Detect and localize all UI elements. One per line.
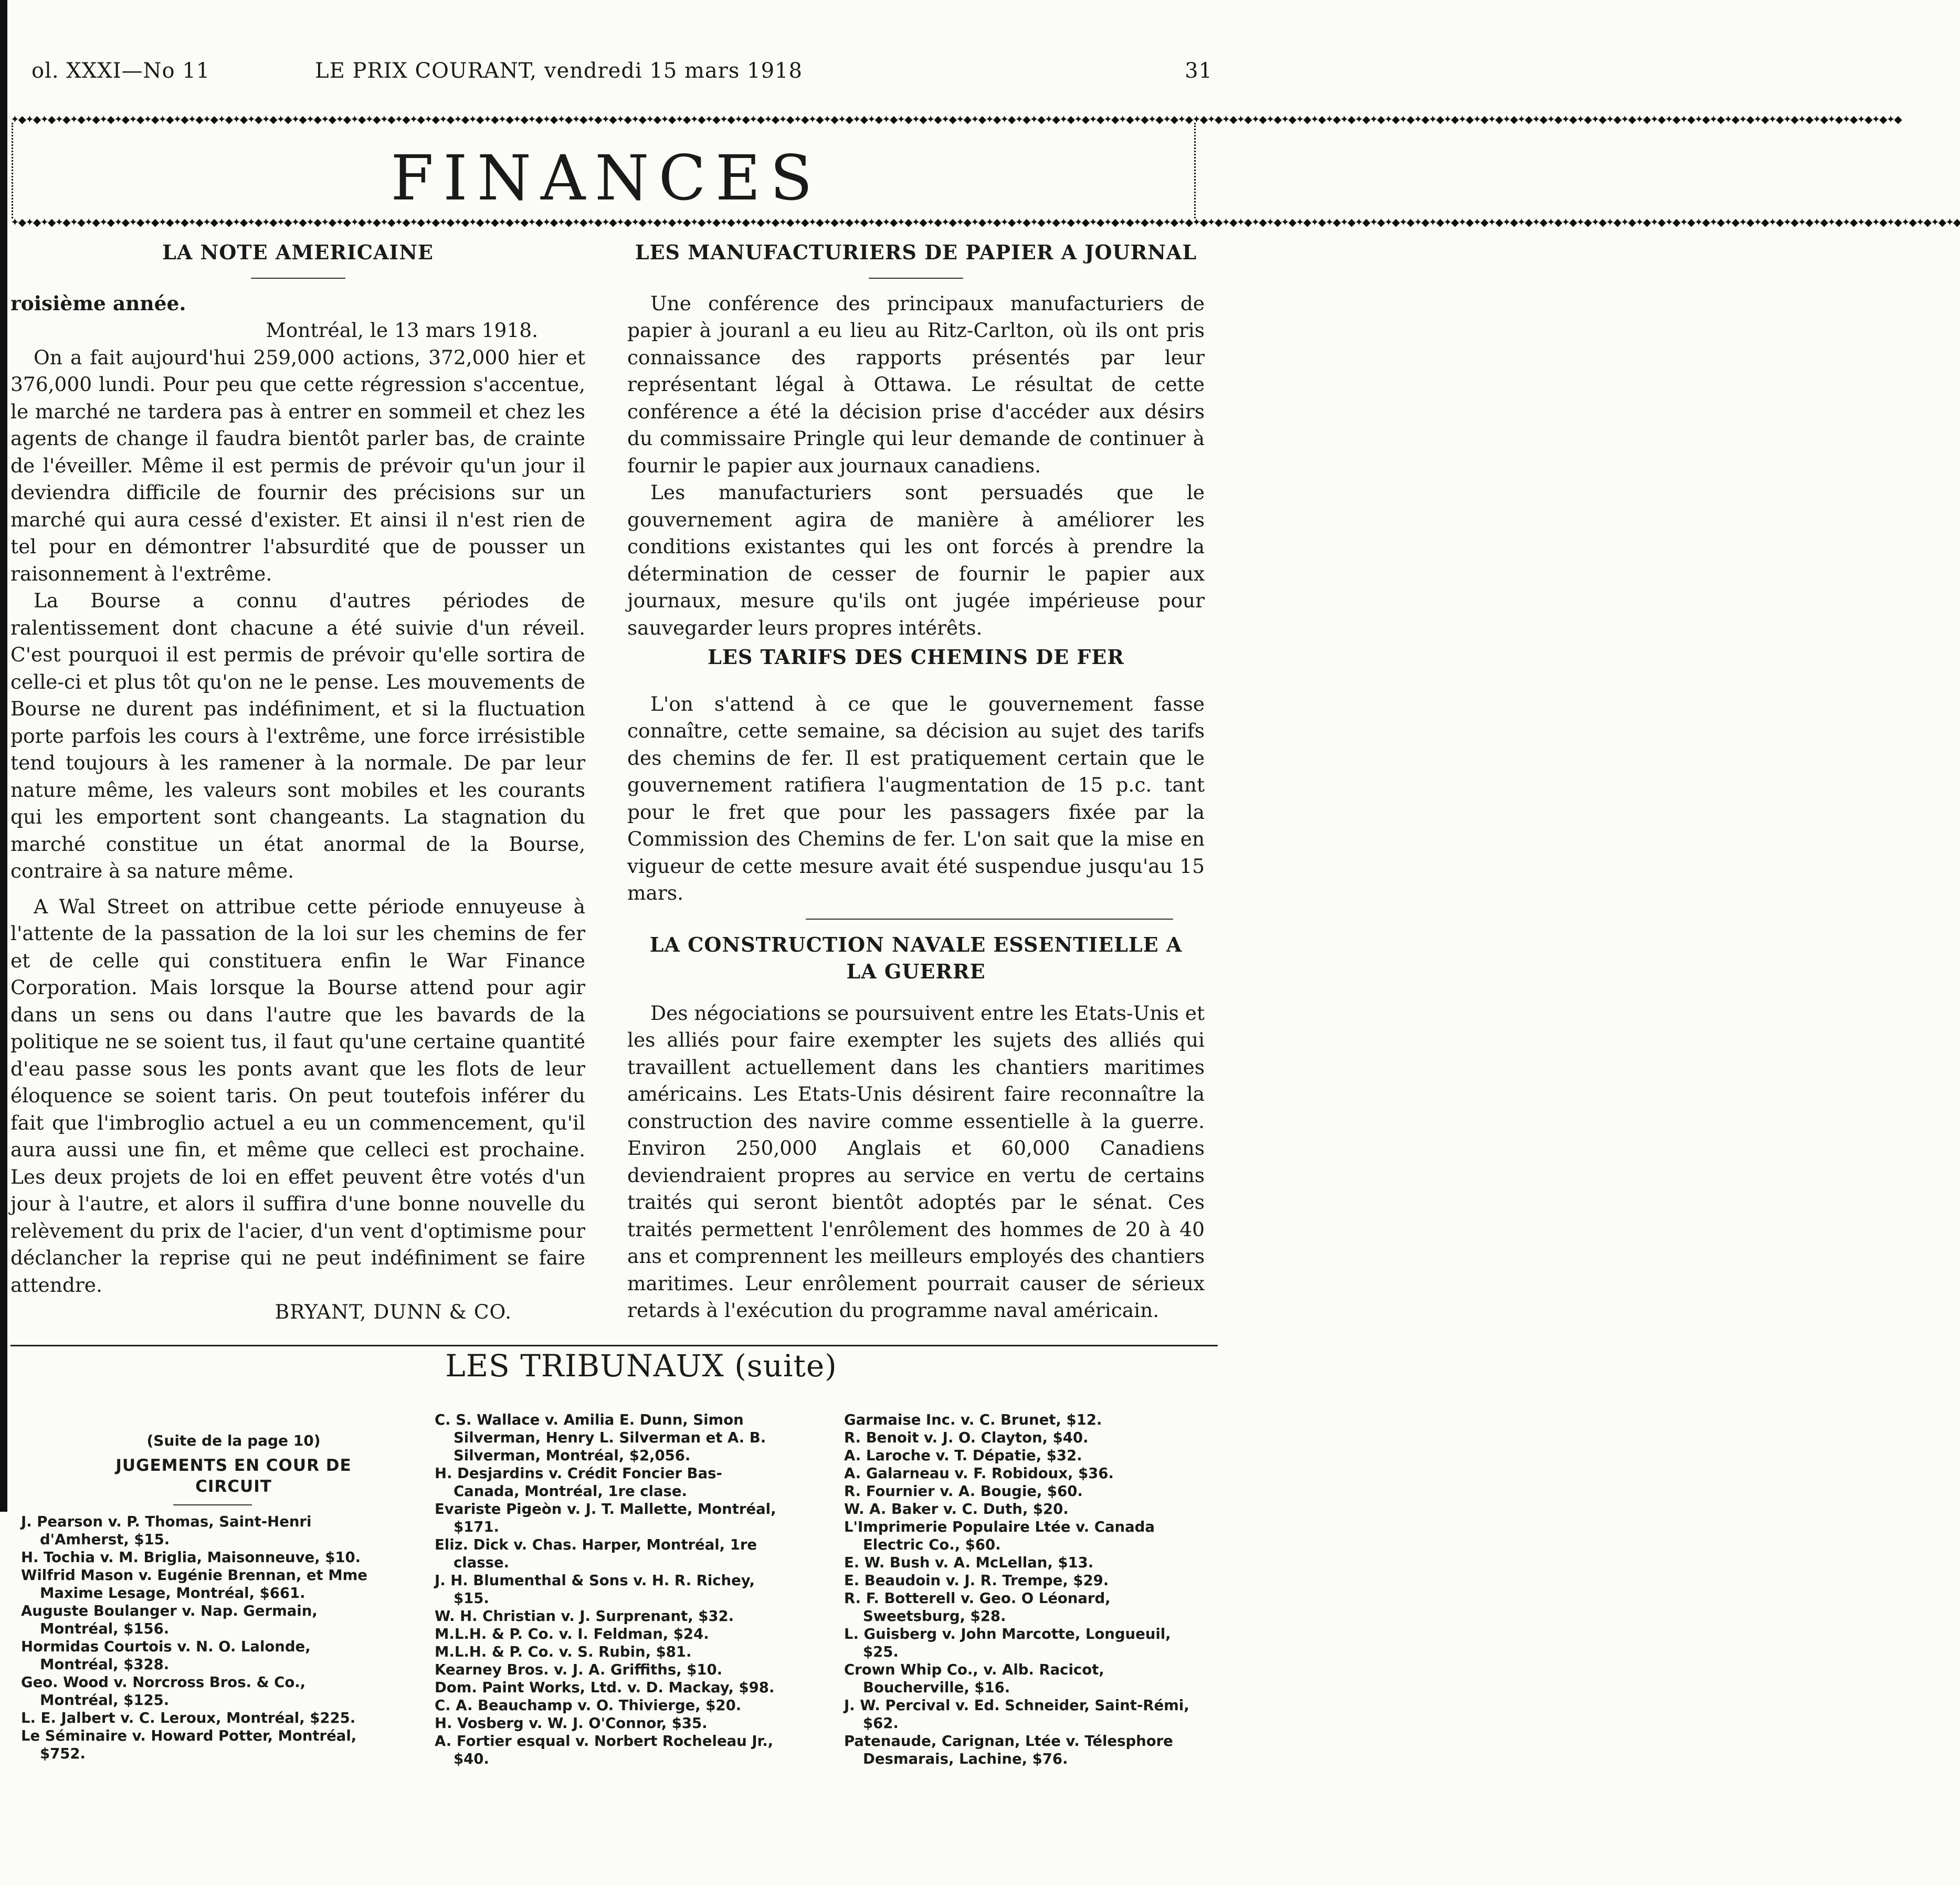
article-subheading: roisième année. bbox=[10, 291, 186, 315]
article-dateline: Montréal, le 13 mars 1918. bbox=[266, 319, 538, 342]
article-heading: LES TARIFS DES CHEMINS DE FER bbox=[708, 645, 1124, 669]
judgment-entry: W. A. Baker v. C. Duth, $20. bbox=[844, 1501, 1069, 1518]
tribunaux-title: LES TRIBUNAUX (suite) bbox=[445, 1348, 837, 1384]
judgment-entry: Geo. Wood v. Norcross Bros. & Co., Montréal, $125. bbox=[21, 1674, 306, 1709]
judgment-entry: M.L.H. & P. Co. v. S. Rubin, $81. bbox=[435, 1643, 692, 1660]
heading-rule bbox=[869, 278, 963, 279]
judgment-entry: Garmaise Inc. v. C. Brunet, $12. bbox=[844, 1411, 1102, 1428]
article-paragraph: Des négociations se poursuivent entre les Etats-Unis et les alliés pour faire exempter les sujets des alliés qui travaillent actuellement dans les chantiers maritimes américains. Les Etats-Unis désirent faire reconnaître la construction des navire comme essentielle à la guerre. Environ 250,000 Anglais et 60,000 Canadiens deviendraient propres au service en vertu de certains traités qui seront bientôt adoptés par le sénat. Ces traités permettent l'enrôlement des hommes de 20 à 40 ans et comprennent les meilleurs employés des chantiers maritimes. Leur enrôlement pourrait causer de sérieux retards à l'exécution du programme naval américain. bbox=[627, 1001, 1205, 1322]
judgment-entry: A. Galarneau v. F. Robidoux, $36. bbox=[844, 1465, 1114, 1482]
article-paragraph: Une conférence des principaux manufacturiers de papier à jouranl a eu lieu au Ritz-Carlton, où ils ont pris connaissance des rapports présentés par leur représentant légal à Ottawa. Le résultat de cette conférence a été la décision prise d'accéder aux désirs du commissaire Pringle qui leur demande de continuer à fournir le papier aux journaux canadiens. bbox=[627, 291, 1205, 477]
article-paragraph: A Wal Street on attribue cette période ennuyeuse à l'attente de la passation de la loi sur les chemins de fer et de celle qui constituera enfin le War Finance Corporation. Mais lorsque la Bourse attend pour agir dans un sens ou dans l'autre que les bavards de la politique ne se soient tus, il faut qu'une certaine quantité d'eau passe sous les ponts avant que les flots de leur éloquence se soient taris. On peut toutefois inférer du fait que l'imbroglio actuel a eu un commencement, qu'il aura aussi une fin, et même que celleci est prochaine. Les deux projets de loi en effet peuvent être votés d'un jour à l'autre, et alors il suffira d'une bonne nouvelle du relèvement du prix de l'acier, d'un vent d'optimisme pour déclancher la reprise qui ne peut indéfiniment se faire attendre. bbox=[10, 894, 585, 1297]
heading-rule bbox=[251, 278, 345, 279]
judgment-entry: H. Desjardins v. Crédit Foncier Bas-Canada, Montréal, 1re clase. bbox=[435, 1465, 722, 1500]
judgment-entry: Evariste Pigeòn v. J. T. Mallette, Montréal, $171. bbox=[435, 1501, 776, 1535]
tribunaux-subheading: JUGEMENTS EN COUR DE CIRCUIT bbox=[115, 1456, 352, 1496]
judgment-entry: L. Guisberg v. John Marcotte, Longueuil, $25. bbox=[844, 1626, 1171, 1660]
spacer bbox=[627, 985, 1205, 1000]
judgment-entry: R. Benoit v. J. O. Clayton, $40. bbox=[844, 1429, 1089, 1446]
judgment-entry: C. S. Wallace v. Amilia E. Dunn, Simon Silverman, Henry L. Silverman et A. B. Silverman, Montréal, $2,056. bbox=[435, 1411, 766, 1464]
judgment-entry: W. H. Christian v. J. Surprenant, $32. bbox=[435, 1608, 734, 1625]
article-separator bbox=[806, 919, 1173, 920]
judgment-entry: A. Fortier esqual v. Norbert Rocheleau Jr., $40. bbox=[435, 1733, 774, 1767]
subheading-rule bbox=[173, 1504, 252, 1505]
judgment-entry: Wilfrid Mason v. Eugénie Brennan, et Mme Maxime Lesage, Montréal, $661. bbox=[21, 1567, 367, 1601]
judgment-entry: Le Séminaire v. Howard Potter, Montréal, $752. bbox=[21, 1727, 357, 1762]
section-title: FINANCES bbox=[391, 142, 822, 214]
judgment-entry: A. Laroche v. T. Dépatie, $32. bbox=[844, 1447, 1082, 1464]
tribunaux-intro: (Suite de la page 10) bbox=[146, 1432, 321, 1449]
article-paragraph: Les manufacturiers sont persuadés que le gouvernement agira de manière à améliorer les conditions existantes qui les ont forcés à prendre la détermination de cesser de fournir le papier aux journaux, mesure qu'ils ont jugée impérieuse pour sauvegarder leurs propres intérêts. bbox=[627, 481, 1205, 639]
article-paragraph: On a fait aujourd'hui 259,000 actions, 372,000 hier et 376,000 lundi. Pour peu que cette régression s'accentue, le marché ne tardera pas à entrer en sommeil et chez les agents de change il faudra bientôt parler bas, de crainte de l'éveiller. Même il est permis de prévoir qu'un jour il deviendra difficile de fournir des précisions sur un marché qui aura cessé d'exister. Et ainsi il n'est rien de tel pour en démontrer l'absurdité que de pousser un raisonnement à l'extrême. bbox=[10, 345, 585, 585]
volume-number: ol. XXXI—No 11 bbox=[31, 59, 210, 83]
judgment-entry: M.L.H. & P. Co. v. I. Feldman, $24. bbox=[435, 1626, 709, 1642]
right-column bbox=[627, 239, 1205, 1324]
publication-title: LE PRIX COURANT, vendredi 15 mars 1918 bbox=[315, 59, 803, 83]
judgment-entry: Crown Whip Co., v. Alb. Racicot, Boucherville, $16. bbox=[844, 1661, 1104, 1696]
judgment-list bbox=[844, 1411, 1206, 1768]
ornament-border-top: ✦◆✦◆✦◆✦◆✦◆✦◆✦◆✦◆✦◆✦◆✦◆✦◆✦◆✦◆✦◆✦◆✦◆✦◆✦◆✦◆✦◆✦◆✦◆✦◆✦◆✦◆✦◆✦◆✦◆✦◆✦◆✦◆✦◆✦◆✦◆✦◆✦◆✦◆✦◆✦◆✦◆✦◆✦◆✦◆✦◆✦◆✦◆✦◆✦◆✦◆✦◆✦◆✦◆✦◆✦◆✦◆✦◆✦◆✦◆✦◆✦◆✦◆✦◆✦◆✦◆✦◆✦◆✦◆✦◆✦◆✦◆✦◆✦◆✦◆✦◆✦◆✦◆✦◆✦◆✦◆✦◆✦◆✦◆✦◆✦◆✦◆✦◆✦◆✦◆✦◆✦◆✦◆✦◆✦◆✦◆✦◆✦◆✦◆✦◆✦◆✦◆✦◆✦◆✦◆✦◆✦◆✦◆✦◆✦◆✦◆✦◆✦◆✦◆✦◆✦◆✦◆✦◆✦◆✦◆✦◆✦◆✦◆✦◆✦◆✦◆✦◆✦◆✦◆ bbox=[10, 113, 1901, 125]
article-note-americaine bbox=[10, 239, 585, 1326]
judgment-entry: L. E. Jalbert v. C. Leroux, Montréal, $225. bbox=[21, 1710, 356, 1726]
judgment-list bbox=[21, 1513, 383, 1763]
judgment-entry: C. A. Beauchamp v. O. Thivierge, $20. bbox=[435, 1697, 742, 1714]
page-number: 31 bbox=[1185, 59, 1213, 83]
judgment-entry: E. W. Bush v. A. McLellan, $13. bbox=[844, 1554, 1094, 1571]
article-signature: BRYANT, DUNN & CO. bbox=[275, 1300, 512, 1323]
article-paragraph: L'on s'attend à ce que le gouvernement fasse connaître, cette semaine, sa décision au sujet des tarifs des chemins de fer. Il est pratiquement certain que le gouvernement ratifiera l'augmentation de 15 p.c. tant pour le fret que pour les passagers fixée par la Commission des Chemins de fer. L'on sait que la mise en vigueur de cette mesure avait été suspendue jusqu'au 15 mars. bbox=[627, 692, 1205, 904]
judgment-entry: H. Vosberg v. W. J. O'Connor, $35. bbox=[435, 1715, 708, 1732]
spacer bbox=[627, 671, 1205, 691]
judgment-entry: H. Tochia v. M. Briglia, Maisonneuve, $10. bbox=[21, 1549, 361, 1566]
section-banner bbox=[10, 113, 1960, 228]
tribunaux-column-2 bbox=[435, 1411, 786, 1768]
judgment-entry: Dom. Paint Works, Ltd. v. D. Mackay, $98. bbox=[435, 1679, 775, 1696]
judgment-entry: Auguste Boulanger v. Nap. Germain, Montréal, $156. bbox=[21, 1603, 318, 1637]
judgment-entry: E. Beaudoin v. J. R. Trempe, $29. bbox=[844, 1572, 1109, 1589]
judgment-entry: R. Fournier v. A. Bougie, $60. bbox=[844, 1483, 1083, 1500]
article-heading: LA NOTE AMERICAINE bbox=[162, 240, 434, 264]
article-heading: LA CONSTRUCTION NAVALE ESSENTIELLE A LA GUERRE bbox=[649, 932, 1183, 983]
article-paragraph: La Bourse a connu d'autres périodes de ralentissement dont chacune a été suivie d'un réveil. C'est pourquoi il est permis de prévoir qu'elle sortira de celle-ci et plus tôt qu'on ne le pense. Les mouvements de Bourse ne durent pas indéfiniment, et si la fluctuation porte parfois les cours à l'extrême, une force irrésistible tend toujours à les ramener à la normale. De par leur nature même, les valeurs sont mobiles et les courants qui les emportent sont changeants. La stagnation du marché constitue un état anormal de la Bourse, contraire à sa nature même. bbox=[10, 589, 585, 882]
judgment-entry: J. Pearson v. P. Thomas, Saint-Henri d'Amherst, $15. bbox=[21, 1513, 312, 1548]
page-binding-edge bbox=[0, 0, 7, 1512]
judgment-list bbox=[435, 1411, 786, 1768]
tribunaux-column-3 bbox=[844, 1411, 1206, 1768]
judgment-entry: Kearney Bros. v. J. A. Griffiths, $10. bbox=[435, 1661, 723, 1678]
judgment-entry: L'Imprimerie Populaire Ltée v. Canada Electric Co., $60. bbox=[844, 1519, 1155, 1553]
judgment-entry: Hormidas Courtois v. N. O. Lalonde, Montréal, $328. bbox=[21, 1638, 311, 1673]
article-heading: LES MANUFACTURIERS DE PAPIER A JOURNAL bbox=[635, 240, 1197, 264]
ornament-border-bottom: ✦◆✦◆✦◆✦◆✦◆✦◆✦◆✦◆✦◆✦◆✦◆✦◆✦◆✦◆✦◆✦◆✦◆✦◆✦◆✦◆✦◆✦◆✦◆✦◆✦◆✦◆✦◆✦◆✦◆✦◆✦◆✦◆✦◆✦◆✦◆✦◆✦◆✦◆✦◆✦◆✦◆✦◆✦◆✦◆✦◆✦◆✦◆✦◆✦◆✦◆✦◆✦◆✦◆✦◆✦◆✦◆✦◆✦◆✦◆✦◆✦◆✦◆✦◆✦◆✦◆✦◆✦◆✦◆✦◆✦◆✦◆✦◆✦◆✦◆✦◆✦◆✦◆✦◆✦◆✦◆✦◆✦◆✦◆✦◆✦◆✦◆✦◆✦◆✦◆✦◆✦◆✦◆✦◆✦◆✦◆✦◆✦◆✦◆✦◆✦◆✦◆✦◆✦◆✦◆✦◆✦◆✦◆✦◆✦◆✦◆✦◆✦◆✦◆✦◆✦◆✦◆✦◆✦◆✦◆✦◆✦◆✦◆✦◆✦◆✦◆✦◆✦◆✦◆✦◆✦◆✦◆✦◆ bbox=[10, 216, 1960, 228]
judgment-entry: Eliz. Dick v. Chas. Harper, Montréal, 1re classe. bbox=[435, 1536, 757, 1571]
judgment-entry: J. H. Blumenthal & Sons v. H. R. Richey, $15. bbox=[435, 1572, 755, 1607]
judgment-entry: J. W. Percival v. Ed. Schneider, Saint-Rémi, $62. bbox=[844, 1697, 1189, 1732]
judgment-entry: R. F. Botterell v. Geo. O Léonard, Sweetsburg, $28. bbox=[844, 1590, 1111, 1625]
judgment-entry: Patenaude, Carignan, Ltée v. Télesphore Desmarais, Lachine, $76. bbox=[844, 1733, 1173, 1767]
tribunaux-column-1 bbox=[21, 1411, 383, 1763]
section-divider bbox=[10, 1345, 1218, 1346]
